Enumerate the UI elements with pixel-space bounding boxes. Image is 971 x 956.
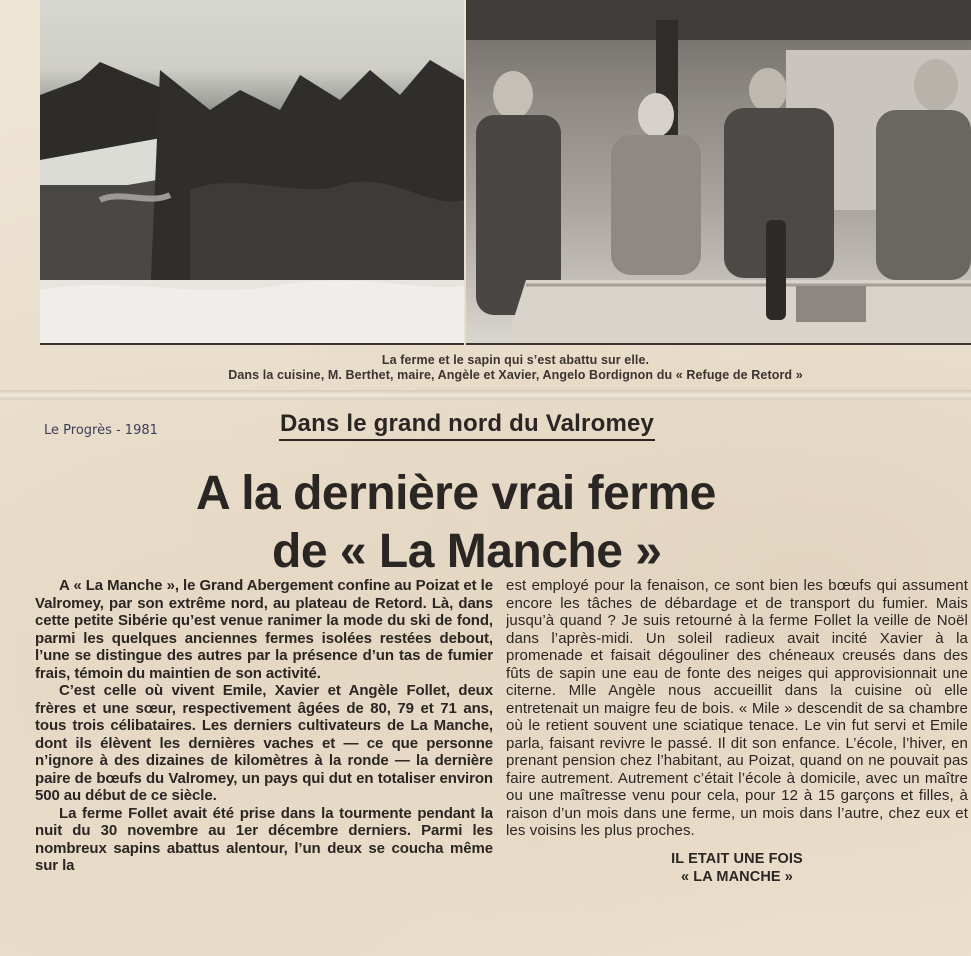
paper-fold	[0, 390, 971, 400]
paragraph: est employé pour la fenaison, ce sont bien les bœufs qui assument encore les tâches de débardage et de transport du fumier. Mais jusqu’à quand ? Je suis retourné à la ferme Follet la veille de Noël dans l’après-midi. Un soleil radieux avait incité Xavier à la promenade et faisait dégouliner des chéneaux creusés dans des fûts de sapin une eau de fonte des neiges qui approvisionnait une citerne. Mlle Angèle nous accueillit dans la cuisine où elle entretenait un maigre feu de bois. « Mile » descendit de sa chambre où le retient souvent une sciatique tenace. Le vin fut servi et Emile parla, faisant revivre le passé. Il dit son enfance. L’école, l’hiver, en prenant pension chez l’habitant, au Poizat, quand on ne pouvait pas faire autrement. Autrement c’était l’école à domicile, avec un maître ou une maîtresse venu pour cela, pour 12 à 15 garçons et filles, à raison d’un mois dans une ferme, un mois dans l’autre, chez eux et les voisins les plus proches.	[506, 577, 968, 839]
article-column-right	[506, 577, 968, 956]
headline-line-2: de « La Manche »	[272, 525, 662, 578]
kitchen-photo	[466, 0, 971, 345]
farm-photo	[40, 0, 464, 345]
headline-line-1: A la dernière vrai ferme	[196, 467, 716, 520]
kitchen-photo-illustration	[466, 0, 971, 343]
paragraph: La ferme Follet avait été prise dans la tourmente pendant la nuit du 30 novembre au 1er décembre derniers. Parmi les nombreux sapins abattus alentour, l’un deux se coucha même sur la	[35, 804, 493, 874]
source-note: Le Progrès - 1981	[44, 423, 158, 438]
paragraph: A « La Manche », le Grand Abergement confine au Poizat et le Valromey, par son extrême nord, au plateau de Retord. Là, dans cette petite Sibérie qu’est venue ranimer la mode du ski de fond, parmi les quelques anciennes fermes isolées restées debout, l’une se distingue des autres par la présence d’un tas de fumier frais, témoin du maintien de son activité.	[35, 577, 493, 682]
paragraph: C’est celle où vivent Emile, Xavier et Angèle Follet, deux frères et une sœur, respectivement âgées de 80, 79 et 71 ans, tous trois célibataires. Les derniers cultivateurs de La Manche, dont ils élèvent les dernières vaches et — ce que personne n’ignore à des dizaines de kilomètres à la ronde — la dernière paire de bœufs du Valromey, un pays qui dut en totaliser environ 500 au début de ce siècle.	[35, 682, 493, 804]
section-subhead	[506, 850, 968, 886]
photo-caption-line-1: La ferme et le sapin qui s’est abattu sur elle.	[381, 353, 650, 367]
photo-caption-line-2: Dans la cuisine, M. Berthet, maire, Angèle et Xavier, Angelo Bordignon du « Refuge de Retord »	[228, 368, 803, 382]
farm-photo-illustration	[40, 0, 464, 343]
subhead-line-1: IL ETAIT UNE FOIS	[671, 850, 803, 867]
article-column-left	[35, 577, 493, 956]
article-kicker: Dans le grand nord du Valromey	[279, 410, 655, 441]
subhead-line-2: « LA MANCHE »	[681, 868, 793, 885]
